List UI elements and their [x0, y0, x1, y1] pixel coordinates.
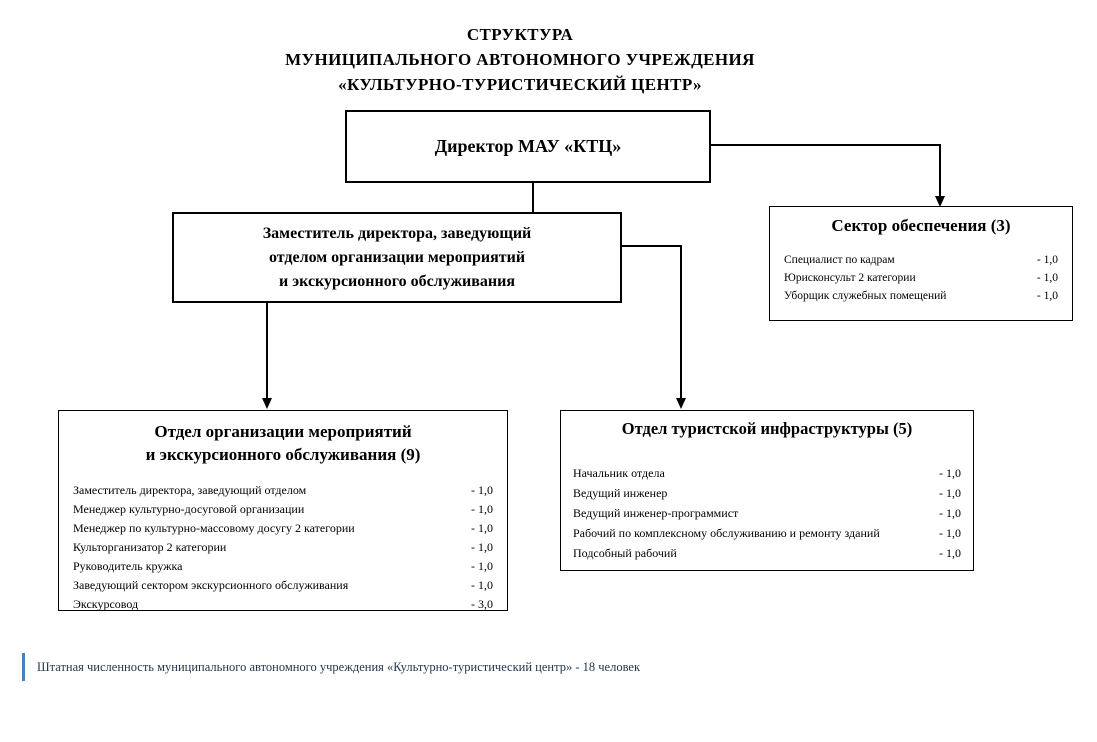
position-value: - 1,0 [471, 521, 493, 535]
position-value: - 1,0 [939, 466, 961, 480]
position-row [573, 463, 961, 483]
node-deputy-title-line-1: Заместитель директора, заведующий [262, 224, 532, 242]
node-deputy-title-line-3: и экскурсионного обслуживания [279, 272, 515, 290]
position-value: - 1,0 [471, 502, 493, 516]
page-title-line-3: «КУЛЬТУРНО-ТУРИСТИЧЕСКИЙ ЦЕНТР» [338, 75, 702, 94]
position-name: Заместитель директора, заведующий отделом [73, 483, 307, 497]
node-deputy [172, 212, 622, 303]
node-dept-events-title-line-1: Отдел организации мероприятий [154, 422, 412, 441]
position-row [73, 576, 493, 595]
position-name: Руководитель кружка [73, 559, 183, 573]
position-name: Менеджер культурно-досуговой организации [73, 502, 305, 516]
position-name: Менеджер по культурно-массовому досугу 2 категории [73, 521, 355, 535]
page-title [0, 22, 1040, 97]
node-dept-tourism [560, 410, 974, 571]
node-deputy-title-line-2: отделом организации мероприятий [268, 248, 526, 266]
position-name: Уборщик служебных помещений [784, 290, 947, 302]
position-row [73, 481, 493, 500]
node-dept-events-title-line-2: и экскурсионного обслуживания (9) [145, 445, 421, 464]
position-value: - 1,0 [939, 526, 961, 540]
position-name: Ведущий инженер [573, 486, 668, 500]
position-row [784, 251, 1058, 269]
footnote-accent-bar [22, 653, 25, 681]
position-row [573, 483, 961, 503]
position-row [73, 557, 493, 576]
node-dept-events [58, 410, 508, 611]
position-row [73, 538, 493, 557]
node-director-title: Директор МАУ «КТЦ» [434, 136, 622, 156]
position-value: - 3,0 [471, 597, 493, 611]
position-name: Рабочий по комплексному обслуживанию и ремонту зданий [573, 526, 880, 540]
position-name: Культорганизатор 2 категории [73, 540, 227, 554]
position-row [573, 543, 961, 563]
position-name: Начальник отдела [573, 466, 665, 480]
position-value: - 1,0 [1036, 290, 1058, 302]
position-value: - 1,0 [471, 483, 493, 497]
page-title-line-2: МУНИЦИПАЛЬНОГО АВТОНОМНОГО УЧРЕЖДЕНИЯ [285, 50, 755, 69]
node-dept-events-positions [59, 481, 507, 614]
position-value: - 1,0 [1036, 254, 1058, 266]
position-name: Юрисконсульт 2 категории [784, 272, 916, 284]
position-row [73, 595, 493, 614]
position-value: - 1,0 [471, 559, 493, 573]
node-dept-events-title [59, 420, 507, 466]
position-value: - 1,0 [1036, 272, 1058, 284]
node-sector [769, 206, 1073, 321]
position-value: - 1,0 [939, 486, 961, 500]
position-name: Подсобный рабочий [573, 546, 677, 560]
node-sector-title: Сектор обеспечения (3) [831, 216, 1011, 235]
position-value: - 1,0 [939, 506, 961, 520]
node-dept-tourism-title: Отдел туристской инфраструктуры (5) [621, 419, 913, 438]
footnote [22, 653, 640, 681]
node-director [345, 110, 711, 183]
position-name: Экскурсовод [73, 597, 139, 611]
position-row [784, 287, 1058, 305]
position-name: Заведующий сектором экскурсионного обслуживания [73, 578, 349, 592]
position-value: - 1,0 [471, 540, 493, 554]
position-value: - 1,0 [939, 546, 961, 560]
position-name: Ведущий инженер-программист [573, 506, 739, 520]
node-dept-tourism-positions [561, 463, 973, 563]
position-value: - 1,0 [471, 578, 493, 592]
node-sector-positions [770, 251, 1072, 305]
position-row [73, 519, 493, 538]
page-title-line-1: СТРУКТУРА [466, 25, 574, 44]
position-name: Специалист по кадрам [784, 254, 895, 266]
position-row [573, 503, 961, 523]
footnote-text: Штатная численность муниципального автономного учреждения «Культурно-туристический центр» - 18 человек [37, 659, 641, 674]
position-row [573, 523, 961, 543]
position-row [73, 500, 493, 519]
position-row [784, 269, 1058, 287]
